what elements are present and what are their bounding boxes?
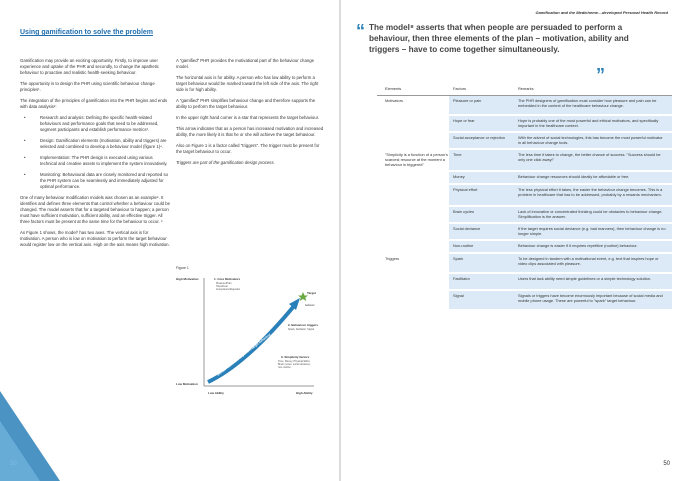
table-row xyxy=(377,291,672,311)
core-motivators-title: 1. Core Motivators xyxy=(214,277,241,281)
table-cell-remark: Users that lack ability need simple guidelines or a simple technology solution. xyxy=(514,274,672,291)
table-row xyxy=(377,185,672,207)
table-row xyxy=(377,116,672,133)
elements-table xyxy=(377,82,672,311)
behaviour-triggers-title: 2. Behaviour triggers xyxy=(288,323,319,327)
table-header xyxy=(377,82,672,96)
table-cell-remark: Signals or triggers have become enormously important because of social media and mobile phone usage. These are powerful to "spark" target behaviour. xyxy=(514,291,672,311)
target-label: Target xyxy=(307,291,316,295)
open-quote-icon: “ xyxy=(356,21,365,41)
table-cell-remark: The less physical effort it takes, the easier the behaviour change becomes. This is a problem in healthcare that has to be addressed, probably by a rewards mechanism. xyxy=(514,185,672,207)
paragraph: This arrow indicates that as a person has increased motivation and increased ability, the more likely it is that he or she will achieve the target behaviour. xyxy=(176,126,324,137)
table-cell-factor: Brain cycles xyxy=(449,207,514,224)
table-cell-factor: Social acceptance or rejection xyxy=(449,133,514,150)
table-row xyxy=(377,207,672,224)
table-cell-factor: Social deviance xyxy=(449,224,514,241)
table-cell-remark: Hope is probably one of the most powerful and ethical motivators, and specifically important in the healthcare context. xyxy=(514,116,672,133)
column-header: Factors xyxy=(453,86,466,91)
table-cell-remark: To be designed in tandem with a motivational event, e.g. text that inspires hope or video clips associated with pleasure. xyxy=(514,254,672,274)
table-cell-remark: With the advent of social technologies, this has become the most powerful motivator in all behaviour change tools. xyxy=(514,133,672,150)
list-item: • Implementation: The PHR design is executed using various technical and creative assets to implement the system innovatively. xyxy=(20,155,170,167)
table-cell-element xyxy=(377,185,449,207)
x-axis-right-label: High Ability xyxy=(296,391,313,395)
right-column xyxy=(176,58,326,171)
bullet-list xyxy=(20,115,170,190)
table-row xyxy=(377,254,672,274)
table-body xyxy=(377,96,672,311)
list-item: • Research and analysis: Defining the specific health-related behaviours and performance goals that need to be addressed, segment participants and establish performance metrics³. xyxy=(20,115,170,133)
table-cell-factor: Facilitator xyxy=(449,274,514,291)
close-quote-icon: ” xyxy=(596,65,605,85)
paragraph: The opportunity is to design the PHR using scientific behaviour change principles¹. xyxy=(20,81,155,92)
simplicity-factors-line: Brain cycles, social deviance, xyxy=(278,363,311,366)
figure-label: Figure 1 xyxy=(176,266,189,270)
table-cell-factor: Hope or fear xyxy=(449,116,514,133)
left-page xyxy=(0,0,339,481)
table-cell-element xyxy=(377,116,449,133)
table-row xyxy=(377,241,672,254)
simplicity-factors-line: non-routine xyxy=(278,366,291,369)
list-item: • Monitoring: Behavioural data are closely monitored and reported so the PHR system can be seamlessly and immediately adjusted for optimal performance. xyxy=(20,172,170,190)
simplicity-factors-title: 3. Simplicity factors xyxy=(281,355,310,359)
paragraph: In the upper right hand corner is a star that represents the target behaviour. xyxy=(176,115,320,120)
table-cell-element xyxy=(377,207,449,224)
corner-decoration xyxy=(0,421,40,481)
x-axis-left-label: Low Ability xyxy=(208,391,224,395)
core-motivators-line: Hope/Fear xyxy=(216,285,228,288)
table-cell-factor: Non-routine xyxy=(449,241,514,254)
column-header: Remarks xyxy=(518,86,534,91)
table-cell-factor: Money xyxy=(449,172,514,185)
paragraph: A "gamified" PHR provides the motivational part of the behaviour change model. xyxy=(176,58,315,69)
table-cell-factor: Pleasure or pain xyxy=(449,96,514,116)
table-cell-factor: Signal xyxy=(449,291,514,311)
target-sub-label: behavior xyxy=(305,304,315,307)
table-cell-remark: Lack of innovative or concentrated thinking could be obstacles to behaviour change. Simplification is the answer. xyxy=(514,207,672,224)
table-cell-element xyxy=(377,133,449,150)
table-cell-element: Triggers xyxy=(377,254,449,274)
column-header: Elements xyxy=(385,86,402,91)
table-row xyxy=(377,150,672,172)
table-cell-element xyxy=(377,291,449,311)
paragraph: Gamification may provide an exciting opportunity. Firstly, to improve user experience and uptake of the PHR and secondly, to change the apathetic behaviour to proactive and realistic health-seeking behaviour. xyxy=(20,58,159,75)
table-cell-remark: If the target requires social deviance (e.g. bad manners), then behaviour change is no longer simple. xyxy=(514,224,672,241)
core-motivators-line: Pleasure/Pain xyxy=(216,282,232,285)
table-cell-element: Motivators xyxy=(377,96,449,116)
table-cell-element: "Simplicity is a function of a person's scarcest resource at the moment a behaviour is triggered" xyxy=(377,150,449,172)
page-number: 30 xyxy=(10,461,17,467)
paragraph: Also on Figure 1 is a factor called "triggers". The trigger must be present for the target behaviour to occur. xyxy=(176,143,320,154)
table-cell-factor: Time xyxy=(449,150,514,172)
table-row xyxy=(377,133,672,150)
table-cell-factor: Physical effort xyxy=(449,185,514,207)
table-cell-element xyxy=(377,172,449,185)
table-cell-element xyxy=(377,241,449,254)
table-row xyxy=(377,274,672,291)
y-axis-top-label: High Motivation xyxy=(176,277,199,281)
list-item: • Design: Gamification elements (motivation, ability and triggers) are selected and combined to develop a behaviour model (figure 1)⁴. xyxy=(20,138,170,150)
right-page xyxy=(341,0,680,481)
table-row xyxy=(377,224,672,241)
paragraph: Triggers are part of the gamification design process. xyxy=(176,160,275,165)
page-number: 50 xyxy=(663,461,670,467)
paragraph: A "gamified" PHR simplifies behaviour change and therefore supports the ability to perform the target behaviour. xyxy=(176,98,316,109)
core-motivators-line: Acceptance/Rejection xyxy=(216,288,241,291)
paragraph: The integration of the principles of gamification into the PHR begins and ends with data analysis²: xyxy=(20,98,168,109)
table-cell-factor: Spark xyxy=(449,254,514,274)
table-row xyxy=(377,172,672,185)
paragraph: One of many behaviour modification models was chosen as an example⁵. It identifies and defines three elements that control whether a behaviour could be changed. The model asserts that for a targeted behaviour to happen; a person must have sufficient motivation, sufficient ability, and an effective trigger. All three factors must be present at the same time for the behaviour to occur. ⁶ xyxy=(20,195,171,224)
table-cell-element xyxy=(377,274,449,291)
running-head: Gamification and the Medicheme—developed Personal Health Record xyxy=(535,10,668,15)
arrow-label: Increase likelihood to perform target behaviour xyxy=(216,332,272,377)
table-cell-remark: Behaviour change resources should ideally be affordable or free. xyxy=(514,172,672,185)
table-row xyxy=(377,96,672,116)
paragraph: The horizontal axis is for ability. A person who has low ability to perform a target behaviour would be marked toward the left side of the axis. The right side is for high ability. xyxy=(176,75,319,92)
section-heading: Using gamification to solve the problem xyxy=(20,29,154,36)
behaviour-model-figure xyxy=(176,264,326,404)
figure-svg xyxy=(176,264,326,404)
table-cell-element xyxy=(377,224,449,241)
pull-quote: The model⁸ asserts that when people are persuaded to perform a behaviour, then three elements of the plan – motivation, ability and triggers – have to come together simultaneously. xyxy=(369,23,629,54)
table-cell-remark: Behaviour change is easier if it requires repetitive (routine) behaviour. xyxy=(514,241,672,254)
table-cell-remark: The less time it takes to change, the better chance of success. "Success should be only one click away!" xyxy=(514,150,672,172)
simplicity-factors-line: Time, Money, Physical Effort, xyxy=(278,360,311,363)
behaviour-triggers-sub: Spark, facilitator, Signal xyxy=(288,328,315,331)
table-cell-remark: The PHR designers of gamification must consider how pleasure and pain can be embedded in the context of the healthcare behaviour change. xyxy=(514,96,672,116)
left-column xyxy=(20,58,170,253)
y-axis-bottom-label: Low Motivation xyxy=(176,382,198,386)
paragraph: As Figure 1 shows, the model⁷ has two axes. The vertical axis is for motivation. A person who is low on motivation to perform the target behaviour would register low on the vertical axis. High on the axis means high motivation. xyxy=(20,230,170,247)
